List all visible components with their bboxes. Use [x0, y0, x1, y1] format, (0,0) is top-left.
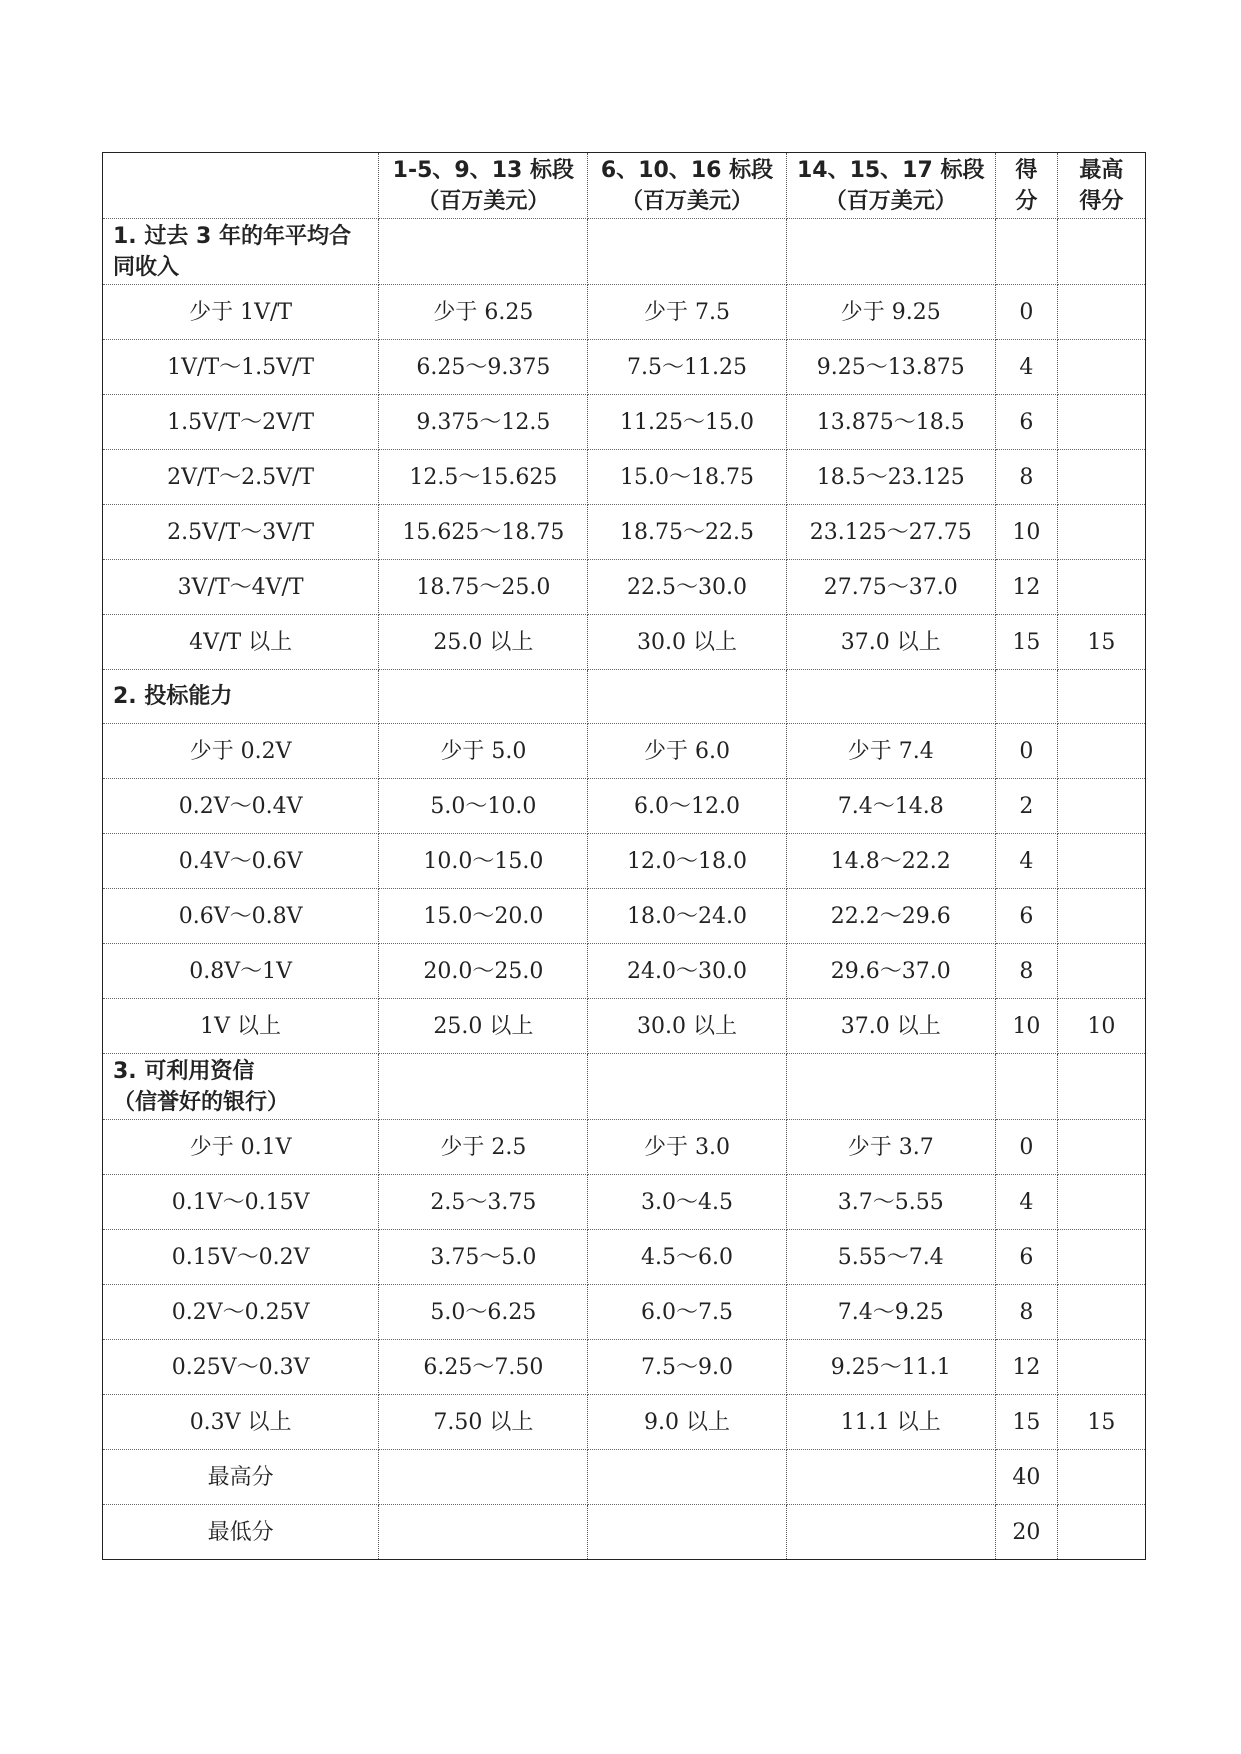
table-cell	[1057, 1120, 1145, 1175]
summary-row	[103, 1505, 1146, 1560]
empty-cell	[379, 219, 588, 285]
table-cell: 4	[995, 340, 1057, 395]
table-row	[103, 999, 1146, 1054]
table-row	[103, 944, 1146, 999]
table-cell: 27.75～37.0	[786, 560, 995, 615]
table-cell: 6.25～9.375	[379, 340, 588, 395]
empty-cell	[379, 1054, 588, 1120]
section-title-text: 3. 可利用资信	[113, 1058, 255, 1084]
header-cell-max-score	[1057, 153, 1145, 219]
table-cell: 14.8～22.2	[786, 834, 995, 889]
section-title-text: （信誉好的银行）	[113, 1089, 290, 1115]
table-cell: 2.5V/T～3V/T	[103, 505, 379, 560]
table-cell	[786, 1505, 995, 1560]
table-cell: 6	[995, 1230, 1057, 1285]
table-cell: 20.0～25.0	[379, 944, 588, 999]
table-cell: 9.25～13.875	[786, 340, 995, 395]
table-cell: 6.0～12.0	[588, 779, 786, 834]
empty-cell	[1057, 670, 1145, 724]
table-cell: 3.7～5.55	[786, 1175, 995, 1230]
table-cell: 15.0～20.0	[379, 889, 588, 944]
header-text: 6、10、16 标段	[600, 157, 774, 183]
empty-cell	[995, 1054, 1057, 1120]
table-row	[103, 1120, 1146, 1175]
header-text: 最高	[1079, 157, 1124, 183]
table-cell: 7.5～11.25	[588, 340, 786, 395]
table-cell: 少于 3.7	[786, 1120, 995, 1175]
table-cell	[1057, 395, 1145, 450]
table-cell: 少于 9.25	[786, 285, 995, 340]
table-cell: 2	[995, 779, 1057, 834]
table-cell: 25.0 以上	[379, 999, 588, 1054]
table-cell	[1057, 560, 1145, 615]
section-title-row	[103, 670, 1146, 724]
table-cell	[1057, 724, 1145, 779]
table-cell	[1057, 450, 1145, 505]
table-cell	[1057, 779, 1145, 834]
table-cell: 15	[1057, 615, 1145, 670]
table-cell: 11.1 以上	[786, 1395, 995, 1450]
table-cell: 10	[1057, 999, 1145, 1054]
table-cell: 3.0～4.5	[588, 1175, 786, 1230]
table-cell: 30.0 以上	[588, 615, 786, 670]
table-cell: 8	[995, 1285, 1057, 1340]
table-cell	[588, 1450, 786, 1505]
header-cell-criteria	[103, 153, 379, 219]
table-cell: 7.5～9.0	[588, 1340, 786, 1395]
table-row	[103, 889, 1146, 944]
table-cell: 少于 5.0	[379, 724, 588, 779]
table-cell: 4	[995, 1175, 1057, 1230]
empty-cell	[1057, 219, 1145, 285]
table-cell: 少于 3.0	[588, 1120, 786, 1175]
table-cell: 3V/T～4V/T	[103, 560, 379, 615]
header-text: （百万美元）	[824, 188, 957, 214]
empty-cell	[588, 219, 786, 285]
table-cell: 4.5～6.0	[588, 1230, 786, 1285]
table-cell: 少于 6.0	[588, 724, 786, 779]
table-row	[103, 724, 1146, 779]
table-cell: 1V 以上	[103, 999, 379, 1054]
table-row	[103, 1175, 1146, 1230]
table-cell	[786, 1450, 995, 1505]
table-cell: 5.55～7.4	[786, 1230, 995, 1285]
table-cell: 少于 0.2V	[103, 724, 379, 779]
header-cell-lots-a	[379, 153, 588, 219]
header-text: （百万美元）	[621, 188, 754, 214]
empty-cell	[995, 219, 1057, 285]
table-cell: 5.0～6.25	[379, 1285, 588, 1340]
empty-cell	[1057, 1054, 1145, 1120]
table-cell: 25.0 以上	[379, 615, 588, 670]
table-cell	[1057, 1175, 1145, 1230]
table-row	[103, 395, 1146, 450]
table-cell: 3.75～5.0	[379, 1230, 588, 1285]
table-cell: 11.25～15.0	[588, 395, 786, 450]
table-cell: 少于 1V/T	[103, 285, 379, 340]
table-cell: 2.5～3.75	[379, 1175, 588, 1230]
table-cell: 少于 7.5	[588, 285, 786, 340]
table-cell: 0	[995, 724, 1057, 779]
header-cell-lots-b	[588, 153, 786, 219]
table-cell: 9.0 以上	[588, 1395, 786, 1450]
table-cell: 0.15V～0.2V	[103, 1230, 379, 1285]
table-cell: 0.4V～0.6V	[103, 834, 379, 889]
table-row	[103, 1340, 1146, 1395]
table-cell: 18.75～22.5	[588, 505, 786, 560]
table-cell: 4	[995, 834, 1057, 889]
scoring-table	[102, 152, 1146, 1560]
section-title	[103, 1054, 379, 1120]
table-cell: 22.5～30.0	[588, 560, 786, 615]
table-cell: 12.0～18.0	[588, 834, 786, 889]
table-row	[103, 285, 1146, 340]
table-row	[103, 1395, 1146, 1450]
table-row	[103, 505, 1146, 560]
table-cell: 23.125～27.75	[786, 505, 995, 560]
table-cell: 2V/T～2.5V/T	[103, 450, 379, 505]
table-cell: 12	[995, 1340, 1057, 1395]
table-cell: 15	[995, 1395, 1057, 1450]
table-cell: 12	[995, 560, 1057, 615]
table-cell: 12.5～15.625	[379, 450, 588, 505]
section-title	[103, 219, 379, 285]
table-cell	[1057, 1230, 1145, 1285]
table-cell: 7.50 以上	[379, 1395, 588, 1450]
empty-cell	[995, 670, 1057, 724]
table-cell: 0.2V～0.25V	[103, 1285, 379, 1340]
table-cell: 少于 0.1V	[103, 1120, 379, 1175]
table-cell: 0.25V～0.3V	[103, 1340, 379, 1395]
table-cell: 1.5V/T～2V/T	[103, 395, 379, 450]
table-cell: 1V/T～1.5V/T	[103, 340, 379, 395]
header-text: 分	[1015, 188, 1038, 214]
table-cell: 少于 6.25	[379, 285, 588, 340]
header-text: 得分	[1079, 188, 1124, 214]
table-cell	[1057, 285, 1145, 340]
table-cell: 10.0～15.0	[379, 834, 588, 889]
empty-cell	[786, 1054, 995, 1120]
header-text: 得	[1015, 157, 1038, 183]
table-cell: 8	[995, 450, 1057, 505]
section-title-text: 同收入	[113, 254, 180, 280]
table-cell: 37.0 以上	[786, 999, 995, 1054]
table-cell: 5.0～10.0	[379, 779, 588, 834]
table-cell: 8	[995, 944, 1057, 999]
table-cell	[1057, 944, 1145, 999]
table-cell	[1057, 1340, 1145, 1395]
table-cell	[1057, 505, 1145, 560]
table-cell: 30.0 以上	[588, 999, 786, 1054]
table-cell: 0	[995, 285, 1057, 340]
table-row	[103, 1230, 1146, 1285]
table-cell: 15	[995, 615, 1057, 670]
table-cell	[379, 1505, 588, 1560]
table-cell: 20	[995, 1505, 1057, 1560]
table-cell: 18.0～24.0	[588, 889, 786, 944]
section-title	[103, 670, 379, 724]
table-cell: 少于 2.5	[379, 1120, 588, 1175]
table-cell: 0.1V～0.15V	[103, 1175, 379, 1230]
header-text: 1-5、9、13 标段	[392, 157, 575, 183]
section-title-text: 1. 过去 3 年的年平均合	[113, 223, 351, 249]
header-cell-lots-c	[786, 153, 995, 219]
table-cell: 7.4～9.25	[786, 1285, 995, 1340]
table-cell: 13.875～18.5	[786, 395, 995, 450]
table-cell: 最低分	[103, 1505, 379, 1560]
table-row	[103, 779, 1146, 834]
table-row	[103, 1285, 1146, 1340]
table-cell: 少于 7.4	[786, 724, 995, 779]
section-title-row	[103, 1054, 1146, 1120]
table-cell: 0.8V～1V	[103, 944, 379, 999]
table-cell: 24.0～30.0	[588, 944, 786, 999]
table-cell: 6.0～7.5	[588, 1285, 786, 1340]
table-cell: 7.4～14.8	[786, 779, 995, 834]
table-row	[103, 340, 1146, 395]
table-cell: 0	[995, 1120, 1057, 1175]
table-cell	[1057, 340, 1145, 395]
table-cell: 9.375～12.5	[379, 395, 588, 450]
table-header-row	[103, 153, 1146, 219]
table-cell: 10	[995, 999, 1057, 1054]
header-text: （百万美元）	[417, 188, 550, 214]
table-cell: 4V/T 以上	[103, 615, 379, 670]
table-cell: 0.3V 以上	[103, 1395, 379, 1450]
table-cell: 37.0 以上	[786, 615, 995, 670]
scoring-table-body	[103, 153, 1146, 1560]
table-cell	[1057, 1450, 1145, 1505]
table-cell: 10	[995, 505, 1057, 560]
table-cell: 15.0～18.75	[588, 450, 786, 505]
table-cell: 6	[995, 395, 1057, 450]
table-row	[103, 560, 1146, 615]
table-cell: 0.6V～0.8V	[103, 889, 379, 944]
table-cell	[379, 1450, 588, 1505]
table-row	[103, 834, 1146, 889]
empty-cell	[379, 670, 588, 724]
empty-cell	[588, 670, 786, 724]
table-cell	[1057, 889, 1145, 944]
header-text: 14、15、17 标段	[796, 157, 985, 183]
table-cell	[1057, 834, 1145, 889]
table-cell: 22.2～29.6	[786, 889, 995, 944]
table-row	[103, 615, 1146, 670]
empty-cell	[786, 670, 995, 724]
table-cell: 40	[995, 1450, 1057, 1505]
table-cell: 15	[1057, 1395, 1145, 1450]
table-row	[103, 450, 1146, 505]
table-cell: 18.75～25.0	[379, 560, 588, 615]
table-cell: 15.625～18.75	[379, 505, 588, 560]
table-cell: 9.25～11.1	[786, 1340, 995, 1395]
table-cell: 29.6～37.0	[786, 944, 995, 999]
table-cell	[1057, 1505, 1145, 1560]
table-cell	[588, 1505, 786, 1560]
section-title-row	[103, 219, 1146, 285]
table-cell: 最高分	[103, 1450, 379, 1505]
section-title-text: 2. 投标能力	[113, 684, 233, 709]
table-cell: 6	[995, 889, 1057, 944]
table-cell: 18.5～23.125	[786, 450, 995, 505]
table-cell	[1057, 1285, 1145, 1340]
header-cell-score	[995, 153, 1057, 219]
summary-row	[103, 1450, 1146, 1505]
table-cell: 6.25～7.50	[379, 1340, 588, 1395]
empty-cell	[786, 219, 995, 285]
table-cell: 0.2V～0.4V	[103, 779, 379, 834]
empty-cell	[588, 1054, 786, 1120]
